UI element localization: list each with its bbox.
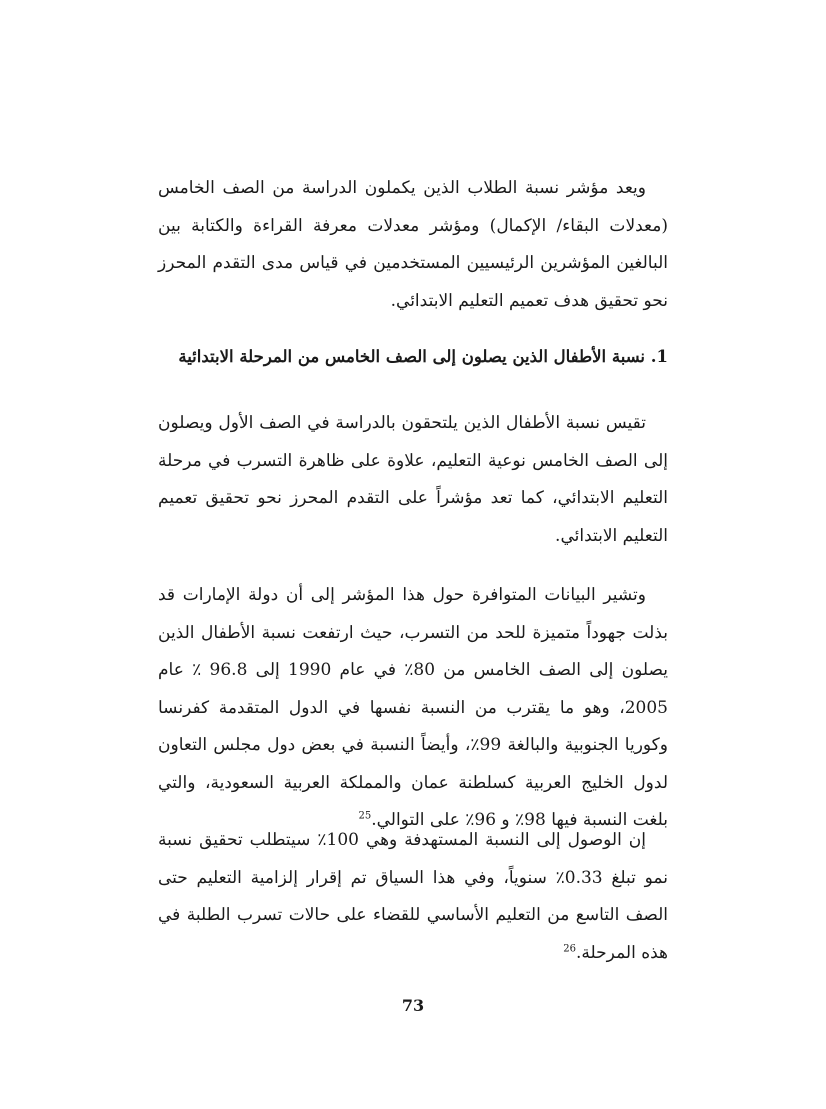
section-heading-block [158,342,668,372]
paragraph-intro: ويعد مؤشر نسبة الطلاب الذين يكملون الدراسة من الصف الخامس (معدلات البقاء/ الإكمال) ومؤشر معدلات معرفة القراءة والكتابة بين البالغين المؤشرين الرئيسيين المستخدمين في قياس مدى التقدم المحرز نحو تحقيق هدف تعميم التعليم الابتدائي. [158,178,668,311]
page-number: 73 [401,996,425,1015]
paragraph-data [158,577,668,840]
paragraph-target [158,822,668,972]
footnote-marker-26: 26 [563,942,577,954]
paragraph-measure: تقيس نسبة الأطفال الذين يلتحقون بالدراسة في الصف الأول ويصلون إلى الصف الخامس نوعية التعليم، علاوة على ظاهرة التسرب في مرحلة التعليم الابتدائي، كما تعد مؤشراً على التقدم المحرز نحو تحقيق تعميم التعليم الابتدائي. [158,413,668,546]
paragraph-target-text: إن الوصول إلى النسبة المستهدفة وهي 100٪ سيتطلب تحقيق نسبة نمو تبلغ 0.33٪ سنوياً، وفي هذا السياق تم إقرار إلزامية التعليم حتى الصف التاسع من التعليم الأساسي للقضاء على حالات تسرب الطلبة في هذه المرحلة. [158,830,668,963]
section-heading: 1. نسبة الأطفال الذين يصلون إلى الصف الخامس من المرحلة الابتدائية [178,347,668,366]
paragraph-measure-block [158,405,668,555]
paragraph-target-block [158,822,668,972]
paragraph-intro-block [158,170,668,320]
paragraph-data-text: وتشير البيانات المتوافرة حول هذا المؤشر إلى أن دولة الإمارات قد بذلت جهوداً متميزة للحد من التسرب، حيث ارتفعت نسبة الأطفال الذين يصلون إلى الصف الخامس من 80٪ في عام 1990 إلى 96.8 ٪ عام 2005، وهو ما يقترب من النسبة نفسها في الدول المتقدمة كفرنسا وكوريا الجنوبية والبالغة 99٪، وأيضاً النسبة في بعض دول مجلس التعاون لدول الخليج العربية كسلطنة عمان والمملكة العربية السعودية، والتي بلغت النسبة فيها 98٪ و 96٪ على التوالي. [158,585,668,830]
footnote-marker-25: 25 [358,810,372,822]
paragraph-data-block [158,577,668,840]
